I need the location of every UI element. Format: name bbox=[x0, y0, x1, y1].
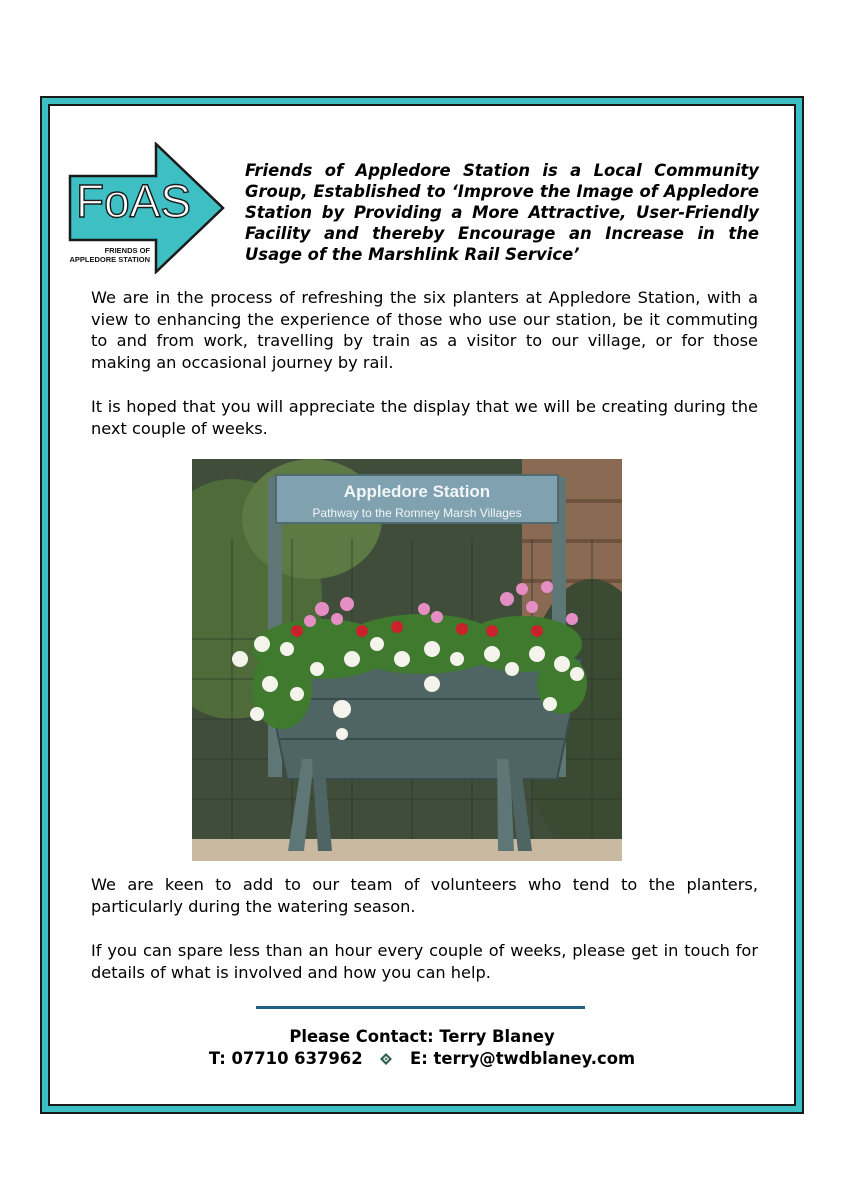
contact-phone[interactable]: T: 07710 637962 bbox=[208, 1049, 363, 1068]
sign-subtitle: Pathway to the Romney Marsh Villages bbox=[312, 506, 522, 520]
logo-subtitle bbox=[68, 246, 150, 264]
logo-acronym: FoAS bbox=[76, 175, 192, 227]
sign-title: Appledore Station bbox=[343, 482, 491, 501]
logo-subtitle-line1: FRIENDS OF bbox=[104, 246, 150, 255]
contact-block bbox=[48, 1026, 796, 1070]
paragraph-intro: We are in the process of refreshing the six planters at Appledore Station, with a view to enhancing the experience of those who use our station, be it commuting to and from work, travelling by train as a visitor to our village, or for those making an occasional journey by rail. bbox=[91, 288, 758, 372]
paragraph-display: It is hoped that you will appreciate the display that we will be creating during the next couple of weeks. bbox=[91, 397, 758, 438]
paragraph-volunteers: We are keen to add to our team of volunteers who tend to the planters, particularly during the watering season. bbox=[91, 875, 758, 916]
planter-photo bbox=[192, 459, 622, 861]
foas-logo bbox=[68, 142, 226, 274]
divider-rule bbox=[256, 1006, 585, 1009]
logo-subtitle-line2: APPLEDORE STATION bbox=[69, 255, 150, 264]
paragraph-get-in-touch: If you can spare less than an hour every couple of weeks, please get in touch for details of what is involved and how you can help. bbox=[91, 941, 758, 982]
diamond-icon bbox=[380, 1053, 392, 1065]
contact-name: Please Contact: Terry Blaney bbox=[289, 1027, 555, 1046]
headline: Friends of Appledore Station is a Local Community Group, Established to ‘Improve the Image of Appledore Station by Providing a More Attractive, User-Friendly Facility and thereby Encourage an Increase in the Usage of the Marshlink Rail Service’ bbox=[245, 161, 759, 264]
contact-details bbox=[48, 1048, 796, 1070]
contact-email[interactable]: E: terry@twdblaney.com bbox=[410, 1049, 636, 1068]
